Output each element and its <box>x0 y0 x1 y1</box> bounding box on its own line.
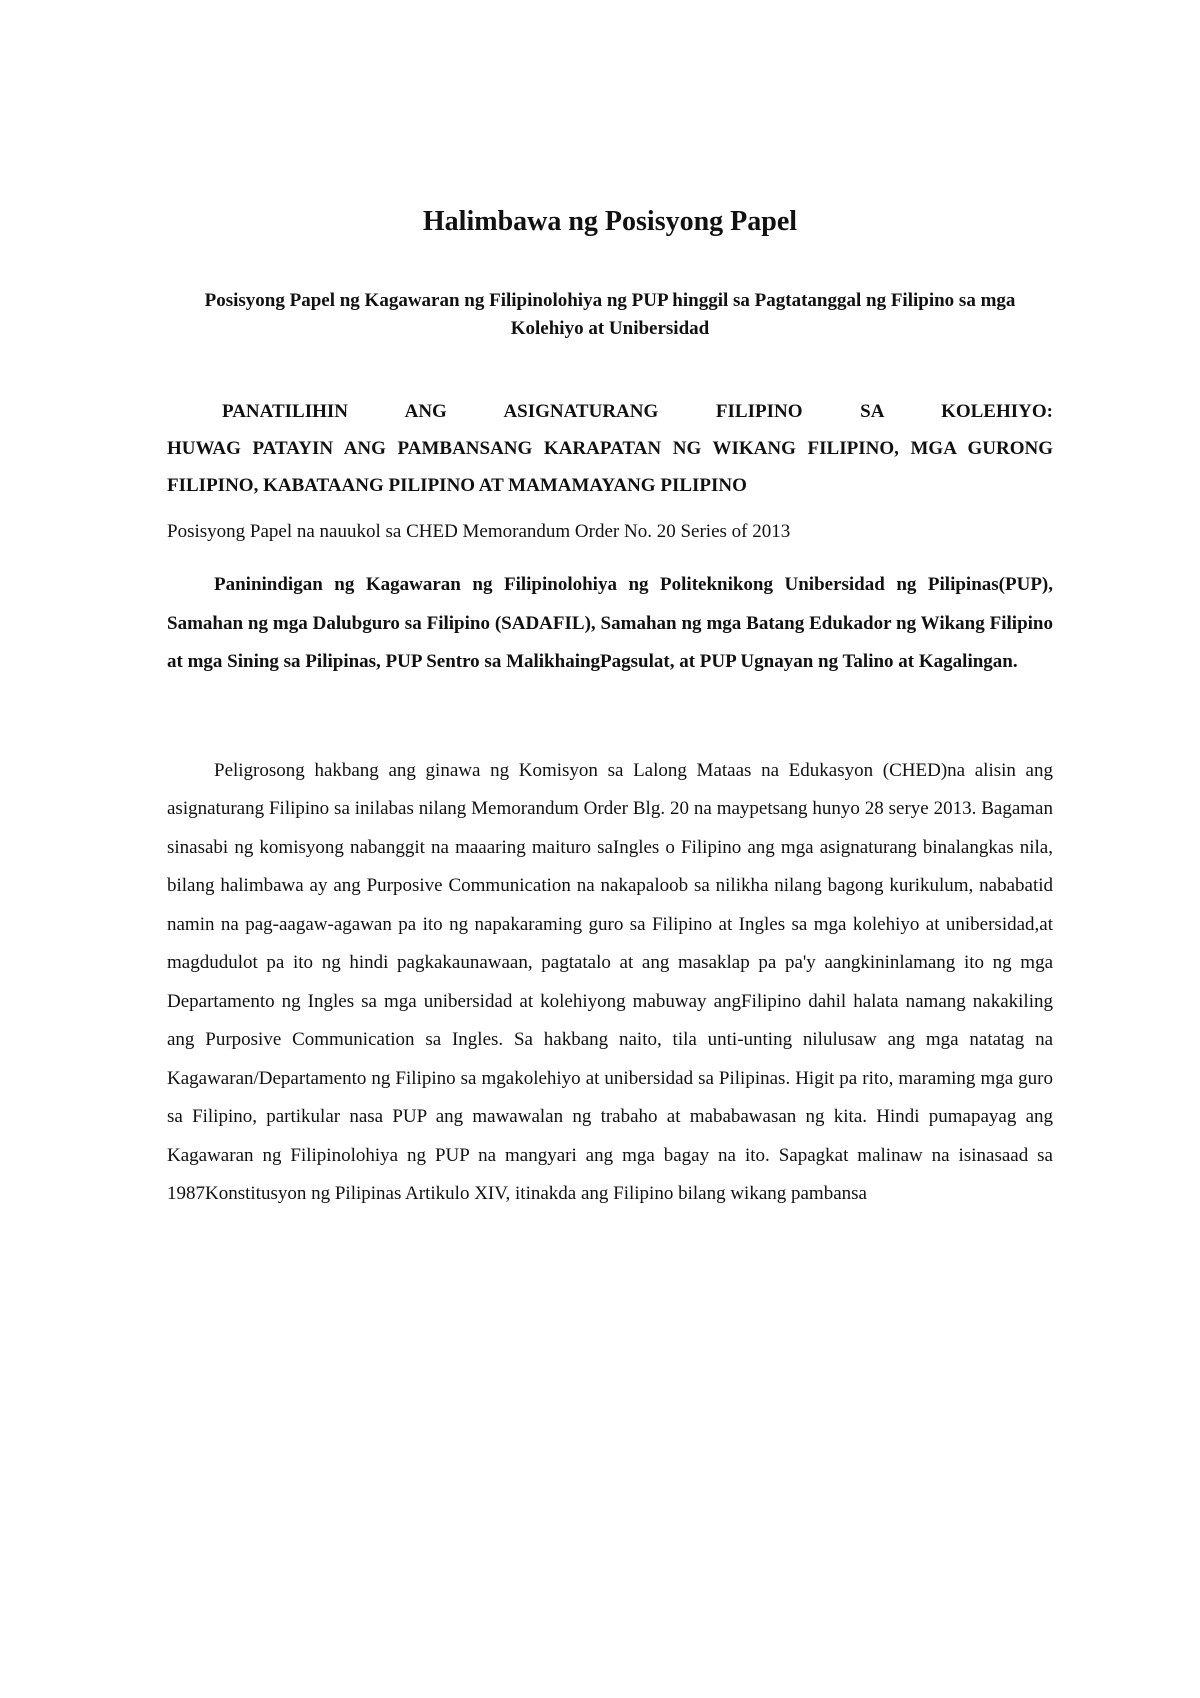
body-paragraph: Peligrosong hakbang ang ginawa ng Komisyon sa Lalong Mataas na Edukasyon (CHED)na alisin ang asignaturang Filipino sa inilabas nilang Memorandum Order Blg. 20 na maypetsang hunyo 28 serye 2013. Bagaman sinasabi ng komisyong nabanggit na maaaring maituro saIngles o Filipino ang mga asignaturang binalangkas nila, bilang halimbawa ay ang Purposive Communication na nakapaloob sa nilikha nilang bagong kurikulum, nababatid namin na pag-aagaw-agawan pa ito ng napakaraming guro sa Filipino at Ingles sa mga kolehiyo at unibersidad,at magdudulot pa ito ng hindi pagkakaunawaan, pagtatalo at ang masaklap pa pa'y aangkininlamang ito ng mga Departamento ng Ingles sa mga unibersidad at kolehiyong mabuway angFilipino dahil halata namang nakakiling ang Purposive Communication sa Ingles. Sa hakbang naito, tila unti-unting nilulusaw ang mga natatag na Kagawaran/Departamento ng Filipino sa mgakolehiyo at unibersidad sa Pilipinas. Higit pa rito, maraming mga guro sa Filipino, partikular nasa PUP ang mawawalan ng trabaho at mababawasan ng kita. Hindi pumapayag ang Kagawaran ng Filipinolohiya ng PUP na mangyari ang mga bagay na ito. Sapagkat malinaw na isinasaad sa 1987Konstitusyon ng Pilipinas Artikulo XIV, itinakda ang Filipino bilang wikang pambansa <box>167 759 1053 1204</box>
headline-line-2: HUWAG PATAYIN ANG PAMBANSANG KARAPATAN NG WIKANG FILIPINO, MGA GURONG FILIPINO, KABATAANG PILIPINO AT MAMAMAYANG PILIPINO <box>167 438 1053 496</box>
memo-reference: Posisyong Papel na nauukol sa CHED Memorandum Order No. 20 Series of 2013 <box>167 521 791 542</box>
document-title: Halimbawa ng Posisyong Papel <box>422 206 798 237</box>
document-content <box>167 205 1053 1214</box>
stance-paragraph: Paninindigan ng Kagawaran ng Filipinolohiya ng Politeknikong Unibersidad ng Pilipinas(PUP), Samahan ng mga Dalubguro sa Filipino (SADAFIL), Samahan ng mga Batang Edukador ng Wikang Filipino at mga Sining sa Pilipinas, PUP Sentro sa MalikhaingPagsulat, at PUP Ugnayan ng Talino at Kagalingan. <box>167 574 1053 672</box>
headline-line-1: PANATILIHIN ANG ASIGNATURANG FILIPINO SA KOLEHIYO: <box>222 401 1053 422</box>
document-subtitle: Posisyong Papel ng Kagawaran ng Filipinolohiya ng PUP hinggil sa Pagtatanggal ng Filipino sa mga Kolehiyo at Unibersidad <box>204 290 1016 339</box>
position-headline <box>167 393 1053 504</box>
